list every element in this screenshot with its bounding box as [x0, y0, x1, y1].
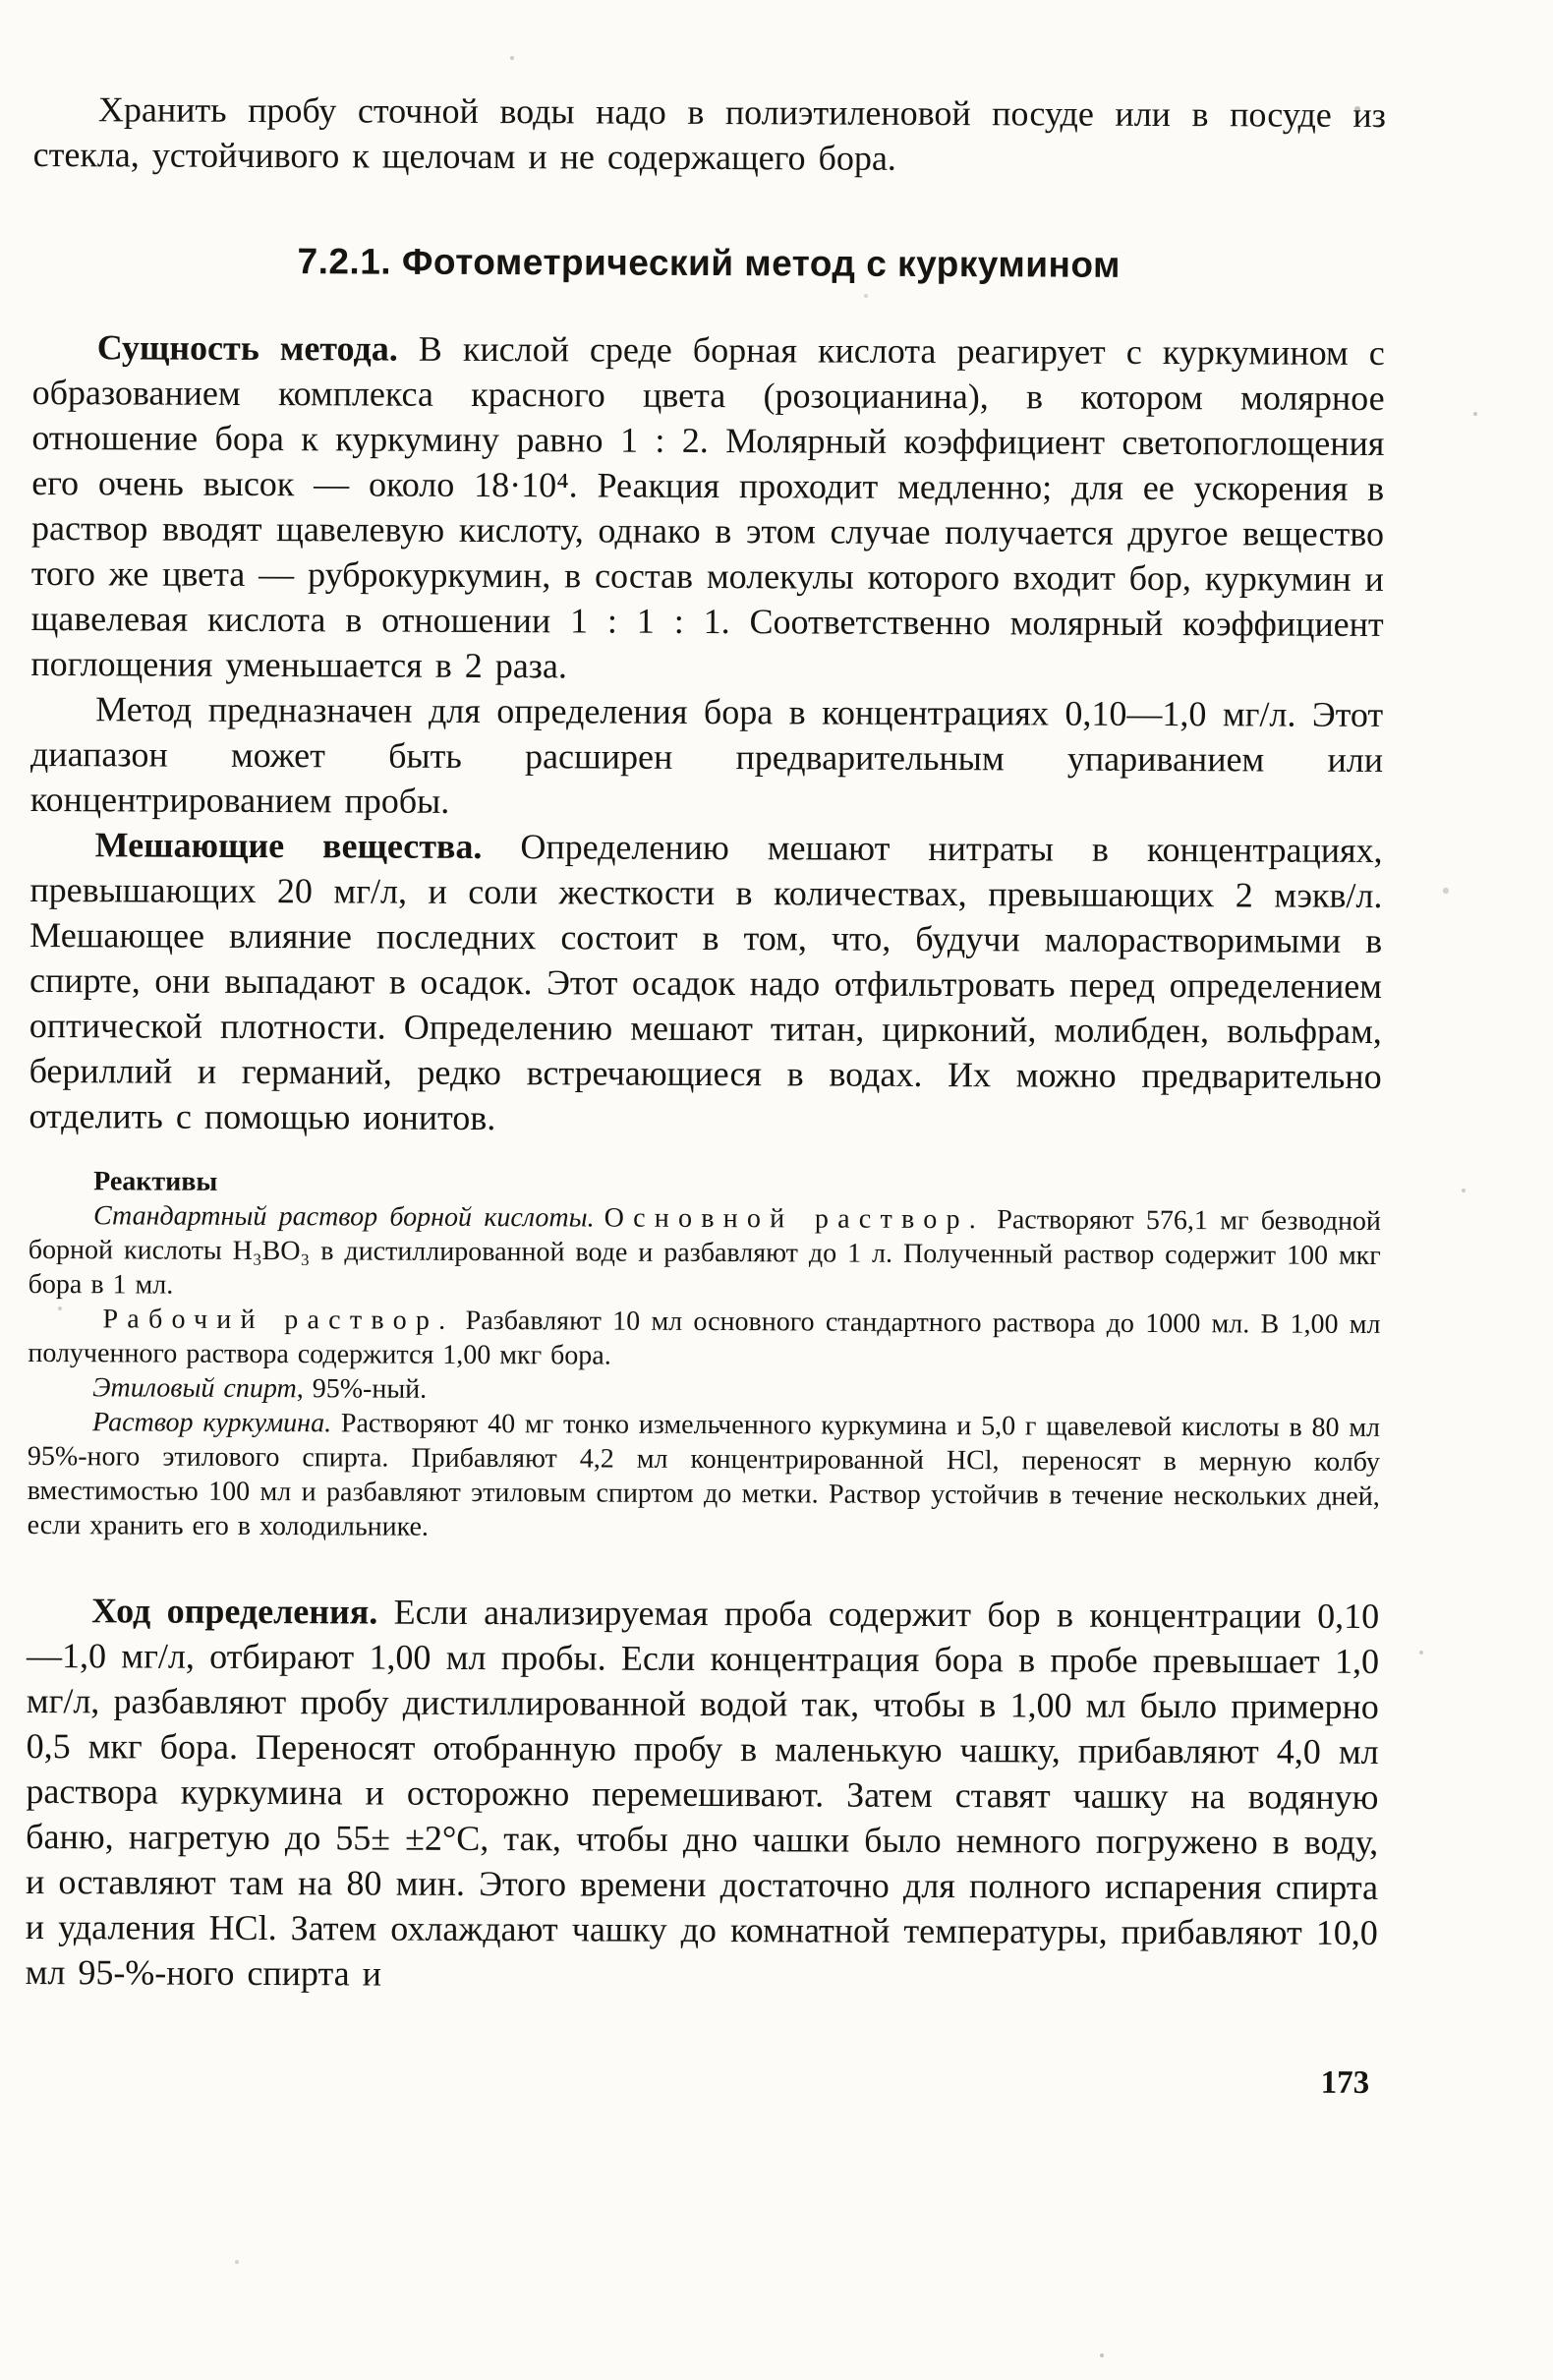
page-content	[25, 87, 1386, 2102]
procedure-lead-label: Ход определения.	[91, 1591, 378, 1632]
reagent-ethanol	[28, 1370, 1380, 1411]
interfering-body-text: Определению мешают нитраты в концентрациях, превышающих 20 мг/л, и соли жесткости в количествах, превышающих 2 мэкв/л. Мешающее влияние последних состоит в том, что, будучи малорастворимыми в спирте, они выпадают в осадок. Этот осадок надо отфильтровать перед определением оптической плотности. Определению мешают титан, цирконий, молибден, вольфрам, бериллий и германий, редко встречающиеся в водах. Их можно предварительно отделить с помощью ионитов.	[29, 826, 1383, 1138]
reagent-curcumin-text: Растворяют 40 мг тонко измельченного куркумина и 5,0 г щавелевой кислоты в 80 мл 95%-ного этилового спирта. Прибавляют 4,2 мл концентрированной HCl, переносят в мерную колбу вместимостью 100 мл и разбавляют этиловым спиртом до метки. Раствор устойчив в течение нескольких дней, если хранить его в холодильнике.	[27, 1408, 1381, 1542]
reagent-working-solution	[28, 1302, 1380, 1376]
paragraph-procedure	[26, 1588, 1380, 2001]
reagent-ethanol-text: , 95%-ный.	[296, 1373, 428, 1405]
paragraph-method-essence	[30, 324, 1385, 692]
reagent-working-subname: Рабочий раствор.	[102, 1304, 455, 1336]
interfering-lead-label: Мешающие вещества.	[94, 825, 483, 866]
essence-lead-label: Сущность метода.	[96, 327, 398, 369]
page-number: 173	[1320, 2064, 1370, 2101]
reagent-standard-name: Стандартный раствор борной кислоты.	[92, 1200, 595, 1234]
scan-noise	[0, 0, 2, 2]
reagent-standard-text: Растворяют 576,1 мг безводной борной кислоты H₃BO₃ в дистиллированной воде и разбавляют до 1 л. Полученный раствор содержит 100 мкг бора в 1 мл.	[28, 1204, 1382, 1301]
reagent-ethanol-name: Этиловый спирт	[92, 1372, 297, 1405]
reagent-standard-solution	[29, 1198, 1381, 1307]
paragraph-interfering-substances	[29, 822, 1382, 1144]
reagent-curcumin-name: Раствор куркумина.	[92, 1407, 332, 1439]
paragraph-sample-storage: Хранить пробу сточной воды надо в полиэтиленовой посуде или в посуде из стекла, устойчивого к щелочам и не содержащего бора.	[32, 89, 1386, 178]
essence-body-text: В кислой среде борная кислота реагирует с куркумином с образованием комплекса красного цвета (розоцианина), в котором молярное отношение бора к куркумину равно 1 : 2. Молярный коэффициент светопоглощения его очень высок — около 18·10⁴. Реакция проходит медленно; для ее ускорения в раствор вводят щавелевую кислоту, однако в этом случае получается другое вещество того же цвета — руброкуркумин, в состав молекулы которого входит бор, куркумин и щавелевая кислота в отношении 1 : 1 : 1. Соответственно молярный коэффициент поглощения уменьшается в 2 раза.	[30, 328, 1385, 686]
reagent-standard-subname: Основной раствор.	[604, 1202, 986, 1236]
reagent-working-text: Разбавляют 10 мл основного стандартного раствора до 1000 мл. В 1,00 мл полученного раствора содержится 1,00 мкг бора.	[28, 1305, 1381, 1371]
procedure-body-text: Если анализируемая проба содержит бор в концентрации 0,10—1,0 мг/л, отбирают 1,00 мл пробы. Если концентрация бора в пробе превышает 1,0 мг/л, разбавляют пробу дистиллированной водой так, чтобы в 1,00 мл было примерно 0,5 мкг бора. Переносят отобранную пробу в маленькую чашку, прибавляют 4,0 мл раствора куркумина и осторожно перемешивают. Затем ставят чашку на водяную баню, нагретую до 55± ±2°С, так, чтобы дно чашки было немного погружено в воду, и оставляют там на 80 мин. Этого времени достаточно для полного испарения спирта и удаления HCl. Затем охлаждают чашку до комнатной температуры, прибавляют 10,0 мл 95-%-ного спирта и	[25, 1592, 1380, 1994]
section-heading: 7.2.1. Фотометрический метод с куркумином	[297, 241, 1121, 285]
reagents-heading: Реактивы	[93, 1166, 218, 1197]
paragraph-concentration-range: Метод предназначен для определения бора в концентрациях 0,10—1,0 мг/л. Этот диапазон может быть расширен предварительным упариванием или концентрированием пробы.	[29, 689, 1384, 821]
reagent-curcumin-solution	[28, 1405, 1381, 1548]
